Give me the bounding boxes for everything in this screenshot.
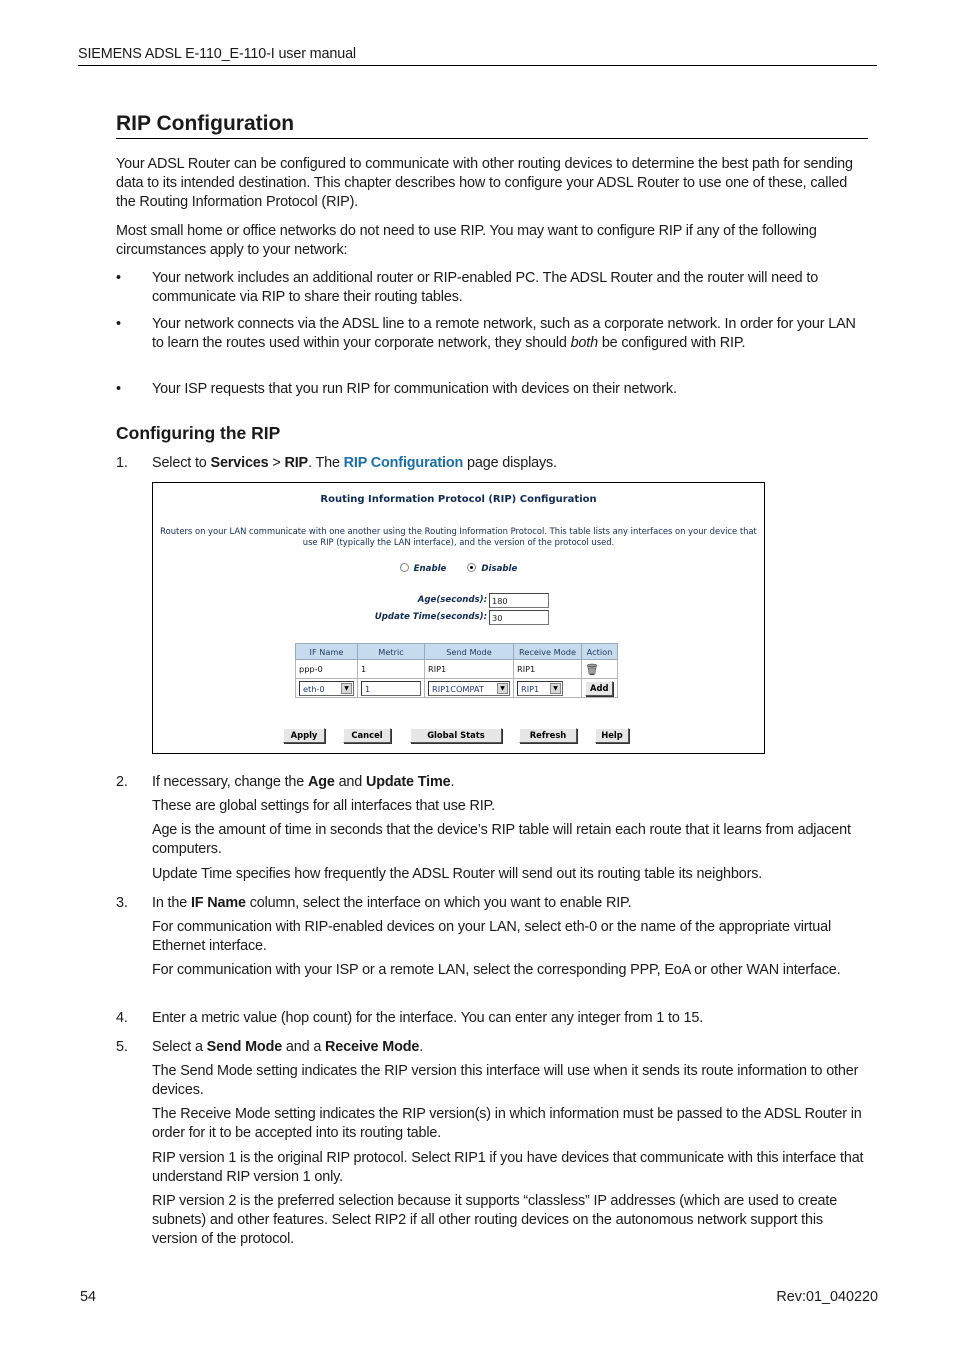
emphasis: both <box>570 335 598 352</box>
update-time-row <box>153 610 766 626</box>
action-cell <box>582 660 618 679</box>
update-time-label: Update Time(seconds): <box>374 612 487 622</box>
rip-interface-table <box>295 643 618 698</box>
screenshot-title: Routing Information Protocol (RIP) Configuration <box>320 494 597 505</box>
help-button[interactable]: Help <box>595 728 629 743</box>
step-note: The Send Mode setting indicates the RIP version this interface will use when it sends its route information to other devices. <box>152 1063 859 1099</box>
update-time-input[interactable]: 30 <box>489 610 549 625</box>
age-input[interactable]: 180 <box>489 593 549 608</box>
intro-paragraph-2: Most small home or office networks do not need to use RIP. You may want to configure RIP if any of the following circumstances apply to your network: <box>116 223 817 259</box>
enable-radio[interactable] <box>400 563 409 572</box>
section-title: RIP Configuration <box>116 110 868 139</box>
step-note: Age is the amount of time in seconds that the device’s RIP table will retain each route that it learns from adjacent computers. <box>152 822 851 858</box>
disable-radio-label: Disable <box>481 564 518 574</box>
step-number: 3. <box>116 895 128 911</box>
step-text: In the IF Name column, select the interface on which you want to enable RIP. <box>152 895 632 911</box>
cancel-button[interactable]: Cancel <box>343 728 391 743</box>
enable-radio-label: Enable <box>413 564 447 574</box>
receive-mode-select[interactable]: RIP1 ▼ <box>517 681 563 696</box>
screenshot-description: Routers on your LAN communicate with one another using the Routing Information Protocol. This table lists any interfaces on your device that use RIP (typically the LAN interface), and the version of the protocol used. <box>160 526 757 547</box>
bullet-icon: • <box>116 270 121 286</box>
metric-cell: 1 <box>358 660 425 679</box>
chevron-down-icon: ▼ <box>497 683 508 694</box>
step-note: RIP version 2 is the preferred selection because it supports “classless” IP addresses (which are used to create subnets) and other features. Select RIP2 if all other routing devices on the autonomous network support this version of the protocol. <box>152 1193 838 1248</box>
col-receive-mode: Receive Mode <box>514 644 582 660</box>
step-note: These are global settings for all interfaces that use RIP. <box>152 798 495 814</box>
subsection-title: Configuring the RIP <box>116 423 281 443</box>
page-header: SIEMENS ADSL E-110_E-110-I user manual <box>78 45 877 66</box>
chevron-down-icon: ▼ <box>550 683 561 694</box>
step-number: 1. <box>116 455 128 471</box>
step-note: Update Time specifies how frequently the ADSL Router will send out its routing table its neighbors. <box>152 866 763 882</box>
intro-paragraph-1: Your ADSL Router can be configured to communicate with other routing devices to determine the best path for sending data to its intended destination. This chapter describes how to configure your ADSL Router to use one of these, called the Routing Information Protocol (RIP). <box>116 156 853 211</box>
col-send-mode: Send Mode <box>425 644 514 660</box>
step-number: 5. <box>116 1039 128 1055</box>
col-action: Action <box>582 644 618 660</box>
rip-configuration-link[interactable]: RIP Configuration <box>343 455 464 471</box>
step-note: For communication with RIP-enabled devices on your LAN, select eth-0 or the name of the appropriate virtual Ethernet interface. <box>152 919 832 955</box>
apply-button[interactable]: Apply <box>283 728 325 743</box>
trash-icon[interactable]: 🗑 <box>585 662 599 676</box>
table-row <box>296 660 618 679</box>
send-mode-cell: RIP1 <box>425 660 514 679</box>
bullet-text: Your ISP requests that you run RIP for communication with devices on their network. <box>152 381 677 397</box>
age-row <box>153 593 766 609</box>
global-stats-button[interactable]: Global Stats <box>410 728 502 743</box>
step-text: Select to Services > RIP. The RIP Configuration page displays. <box>152 455 557 471</box>
if-name-select[interactable]: eth-0 ▼ <box>299 681 354 696</box>
new-entry-row <box>296 679 618 698</box>
metric-input[interactable]: 1 <box>361 681 421 696</box>
refresh-button[interactable]: Refresh <box>519 728 577 743</box>
col-if-name: IF Name <box>296 644 358 660</box>
bullet-icon: • <box>116 381 121 397</box>
step-text: If necessary, change the Age and Update Time. <box>152 774 455 790</box>
bullet-text: Your network connects via the ADSL line to a remote network, such as a corporate network. In order for your LAN to learn the routes used within your corporate network, they should both be configured with RIP. <box>152 316 856 352</box>
add-button[interactable]: Add <box>585 681 613 696</box>
revision-label: Rev:01_040220 <box>776 1289 878 1305</box>
disable-radio[interactable] <box>467 563 476 572</box>
action-buttons <box>153 728 766 744</box>
page-number: 54 <box>80 1289 97 1305</box>
step-number: 2. <box>116 774 128 790</box>
step-text: Enter a metric value (hop count) for the interface. You can enter any integer from 1 to 15. <box>152 1010 704 1026</box>
receive-mode-cell: RIP1 <box>514 660 582 679</box>
rip-config-screenshot <box>152 482 765 754</box>
send-mode-select[interactable]: RIP1COMPAT ▼ <box>428 681 510 696</box>
if-name-cell: ppp-0 <box>296 660 358 679</box>
age-label: Age(seconds): <box>417 595 487 605</box>
chevron-down-icon: ▼ <box>341 683 352 694</box>
bullet-icon: • <box>116 316 121 332</box>
col-metric: Metric <box>358 644 425 660</box>
step-note: For communication with your ISP or a remote LAN, select the corresponding PPP, EoA or other WAN interface. <box>152 962 841 978</box>
step-note: RIP version 1 is the original RIP protocol. Select RIP1 if you have devices that communicate with this interface that understand RIP version 1 only. <box>152 1150 864 1186</box>
rip-enable-radio-group <box>153 563 764 574</box>
step-text: Select a Send Mode and a Receive Mode. <box>152 1039 424 1055</box>
step-note: The Receive Mode setting indicates the RIP version(s) in which information must be passed to the ADSL Router in order for it to be accepted into its routing table. <box>152 1106 862 1142</box>
bullet-text: Your network includes an additional router or RIP-enabled PC. The ADSL Router and the router will need to communicate via RIP to share their routing tables. <box>152 270 819 306</box>
step-number: 4. <box>116 1010 128 1026</box>
